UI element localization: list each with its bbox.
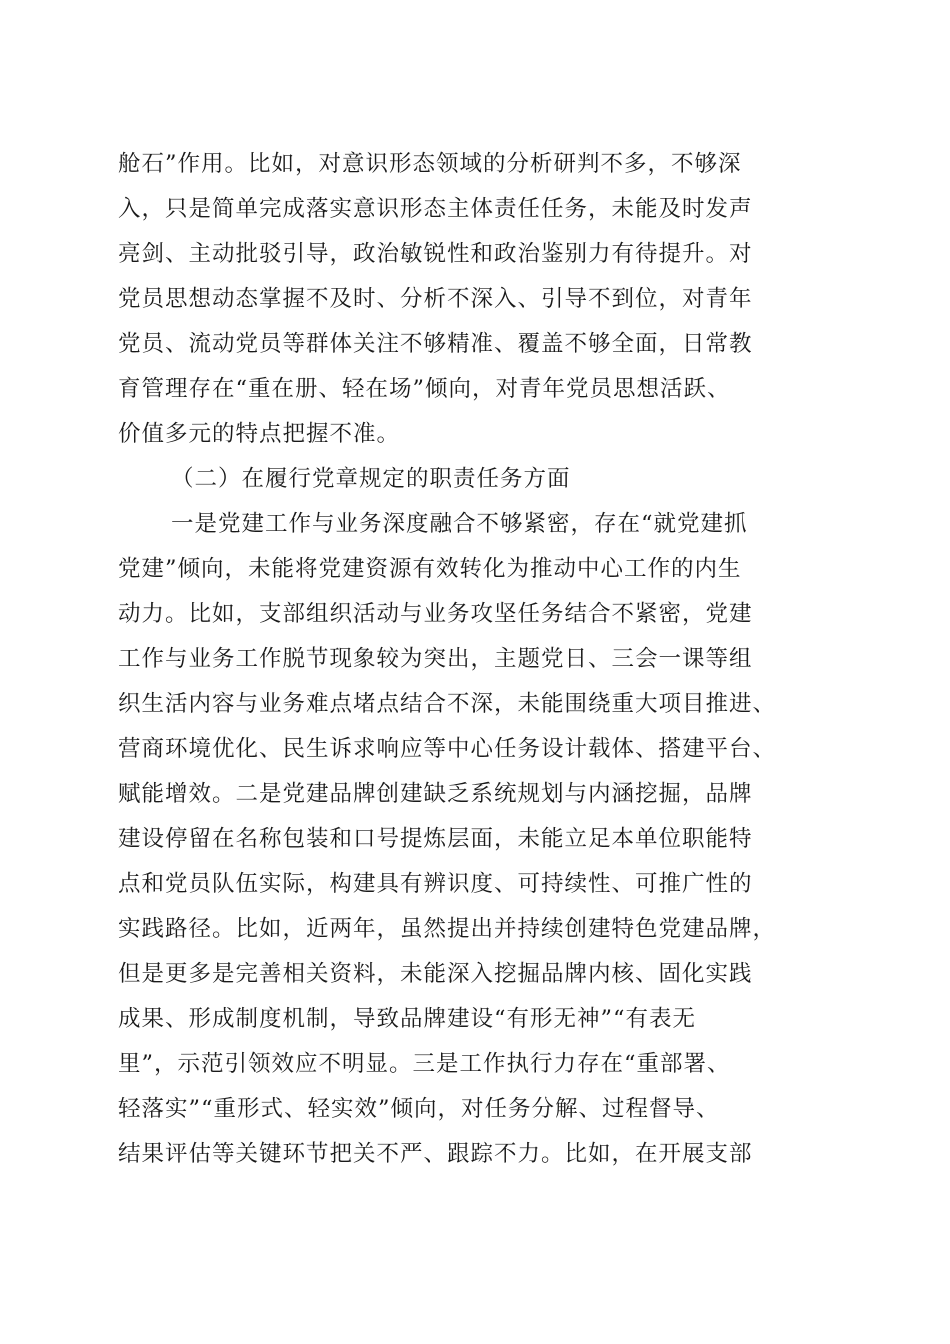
paragraph-line: 但是更多是完善相关资料，未能深入挖掘品牌内核、固化实践: [118, 961, 753, 987]
paragraph-line: 织生活内容与业务难点堵点结合不深，未能围绕重大项目推进、: [118, 691, 777, 717]
document-body: [118, 142, 838, 1177]
paragraph-line: 一是党建工作与业务深度融合不够紧密，存在“就党建抓: [171, 511, 748, 537]
paragraph-line: 实践路径。比如，近两年，虽然提出并持续创建特色党建品牌，: [118, 916, 777, 942]
paragraph-line: 党建”倾向，未能将党建资源有效转化为推动中心工作的内生: [118, 556, 742, 582]
paragraph-line: 价值多元的特点把握不准。: [118, 421, 401, 447]
paragraph-line: 营商环境优化、民生诉求响应等中心任务设计载体、搭建平台、: [118, 736, 777, 762]
paragraph-line: 工作与业务工作脱节现象较为突出，主题党日、三会一课等组: [118, 646, 753, 672]
paragraph-line: 党员、流动党员等群体关注不够精准、覆盖不够全面，日常教: [118, 331, 753, 357]
paragraph-line: 动力。比如，支部组织活动与业务攻坚任务结合不紧密，党建: [118, 601, 753, 627]
paragraph-line: 里”，示范引领效应不明显。三是工作执行力存在“重部署、: [118, 1051, 731, 1077]
paragraph-line: 轻落实”“重形式、轻实效”倾向，对任务分解、过程督导、: [118, 1096, 720, 1122]
paragraph-line: 结果评估等关键环节把关不严、跟踪不力。比如，在开展支部: [118, 1141, 753, 1167]
paragraph-line: 建设停留在名称包装和口号提炼层面，未能立足本单位职能特: [118, 826, 753, 852]
paragraph-line: 舱石”作用。比如，对意识形态领域的分析研判不多，不够深: [118, 151, 742, 177]
section-heading: （二）在履行党章规定的职责任务方面: [171, 466, 571, 492]
paragraph-line: 党员思想动态掌握不及时、分析不深入、引导不到位，对青年: [118, 286, 753, 312]
paragraph-line: 赋能增效。二是党建品牌创建缺乏系统规划与内涵挖掘，品牌: [118, 781, 753, 807]
paragraph-line: 入，只是简单完成落实意识形态主体责任任务，未能及时发声: [118, 196, 753, 222]
paragraph-line: 育管理存在“重在册、轻在场”倾向，对青年党员思想活跃、: [118, 376, 731, 402]
paragraph-line: 点和党员队伍实际，构建具有辨识度、可持续性、可推广性的: [118, 871, 753, 897]
paragraph-line: 亮剑、主动批驳引导，政治敏锐性和政治鉴别力有待提升。对: [118, 241, 753, 267]
paragraph-line: 成果、形成制度机制，导致品牌建设“有形无神”“有表无: [118, 1006, 697, 1032]
